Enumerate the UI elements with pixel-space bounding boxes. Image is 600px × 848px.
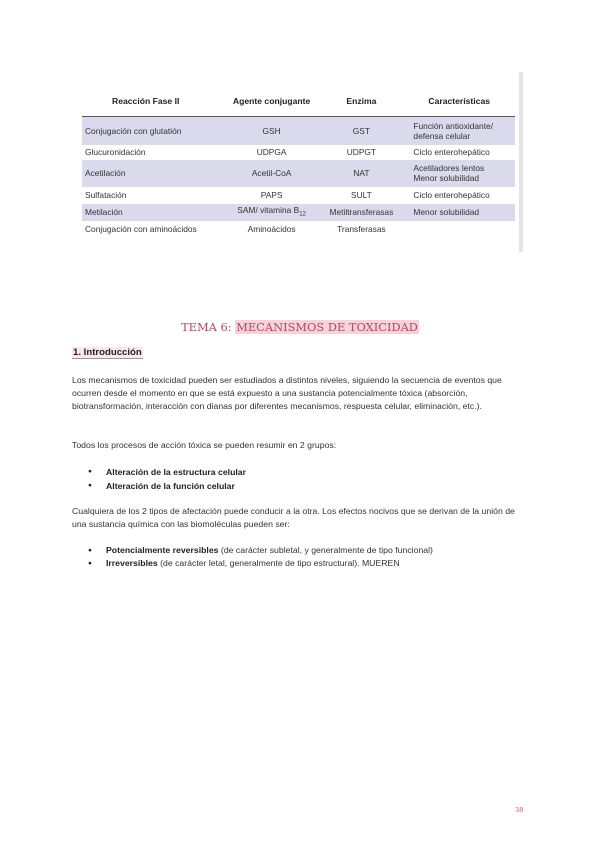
cell-enzyme: SULT [351,190,372,200]
chapter-title-prefix: TEMA 6: [181,320,236,334]
cell-enzyme: Metiltransferasas [319,204,403,221]
cell-agent: UDPGA [256,147,287,157]
table-row [82,187,515,204]
phase-ii-reactions-table [82,86,515,237]
cell-agent: GSH [224,117,320,145]
list-item: ● Alteración de la función celular [88,479,246,493]
cell-reaction: Conjugación con glutatión [82,117,224,145]
paragraph-effects-intro: Cualquiera de los 2 tipos de afectación puede conducir a la otra. Los efectos nocivos que se derivan de la unión de una sustancia química con las biomoléculas pueden ser: [72,506,515,529]
header-reaction: Reacción Fase II [112,96,180,106]
list-item: ● Alteración de la estructura celular [88,465,246,479]
section-heading: 1. Introducción [73,347,142,358]
features-line-2: Menor solubilidad [413,173,480,183]
cell-reaction: Glucuronidación [85,147,146,157]
effect-rest: (de carácter letal, generalmente de tipo estructural). MUEREN [157,558,400,568]
table-row [82,160,515,187]
cell-agent: Aminoácidos [247,223,296,234]
cell-features [403,117,515,145]
cell-reaction: Acetilación [82,160,224,187]
effect-bold: Irreversibles [106,558,158,568]
table-header-row [82,86,515,117]
features-line-2: defensa celular [413,130,471,141]
cell-enzyme: NAT [319,160,403,187]
effect-bold: Potencialmente reversibles [106,545,219,555]
cell-features [403,160,515,187]
cell-reaction: Conjugación con aminoácidos [85,223,197,234]
table-row [82,117,515,145]
paragraph-groups-intro: Todos los procesos de acción tóxica se pueden resumir en 2 grupos: [72,440,337,450]
effects-list [88,544,433,570]
agent-text: SAM/ vitamina B [237,204,300,215]
header-enzyme: Enzima [346,96,377,106]
cell-enzyme: GST [319,117,403,145]
table-row [82,145,515,160]
cell-agent: PAPS [260,190,283,200]
chapter-title-highlight: MECANISMOS DE TOXICIDAD [236,320,418,334]
header-features: Características [428,96,491,106]
page-number: 38 [515,806,524,814]
list-item [88,557,433,570]
features-line-1: Función antioxidante/ [413,120,494,131]
cell-reaction: Sulfatación [85,190,127,200]
table-row [82,204,515,221]
chapter-title [0,320,600,334]
cell-features: Ciclo enterohepático [413,190,490,200]
agent-subscript: 12 [299,211,306,218]
scan-edge-shadow [519,72,523,252]
cell-features [403,221,515,237]
cell-enzyme: UDPGT [346,147,377,157]
paragraph-intro: Los mecanismos de toxicidad pueden ser estudiados a distintos niveles, siguiendo la secuencia de eventos que ocurren desde el momento en que se está expuesto a una sustancia potencialmente tóxica (absorción, biotransformación, interacción con dianas por diferentes mecanismos, respuesta celular, eliminación, etc.). [72,375,502,411]
effect-rest: (de carácter subletal, y generalmente de tipo funcional) [218,545,433,555]
list-item [88,544,433,557]
cell-features: Ciclo enterohepático [413,147,490,157]
phase-ii-reactions-table-image [76,72,521,252]
cell-enzyme: Transferasas [337,223,386,234]
features-line-1: Acetiladores lentos [413,163,485,173]
table-row [82,221,515,237]
cell-reaction: Metilación [82,204,224,221]
groups-list [88,465,246,493]
cell-agent: Acetil-CoA [224,160,320,187]
cell-features: Menor solubilidad [403,204,515,221]
cell-agent [224,204,320,221]
header-agent: Agente conjugante [232,96,311,106]
